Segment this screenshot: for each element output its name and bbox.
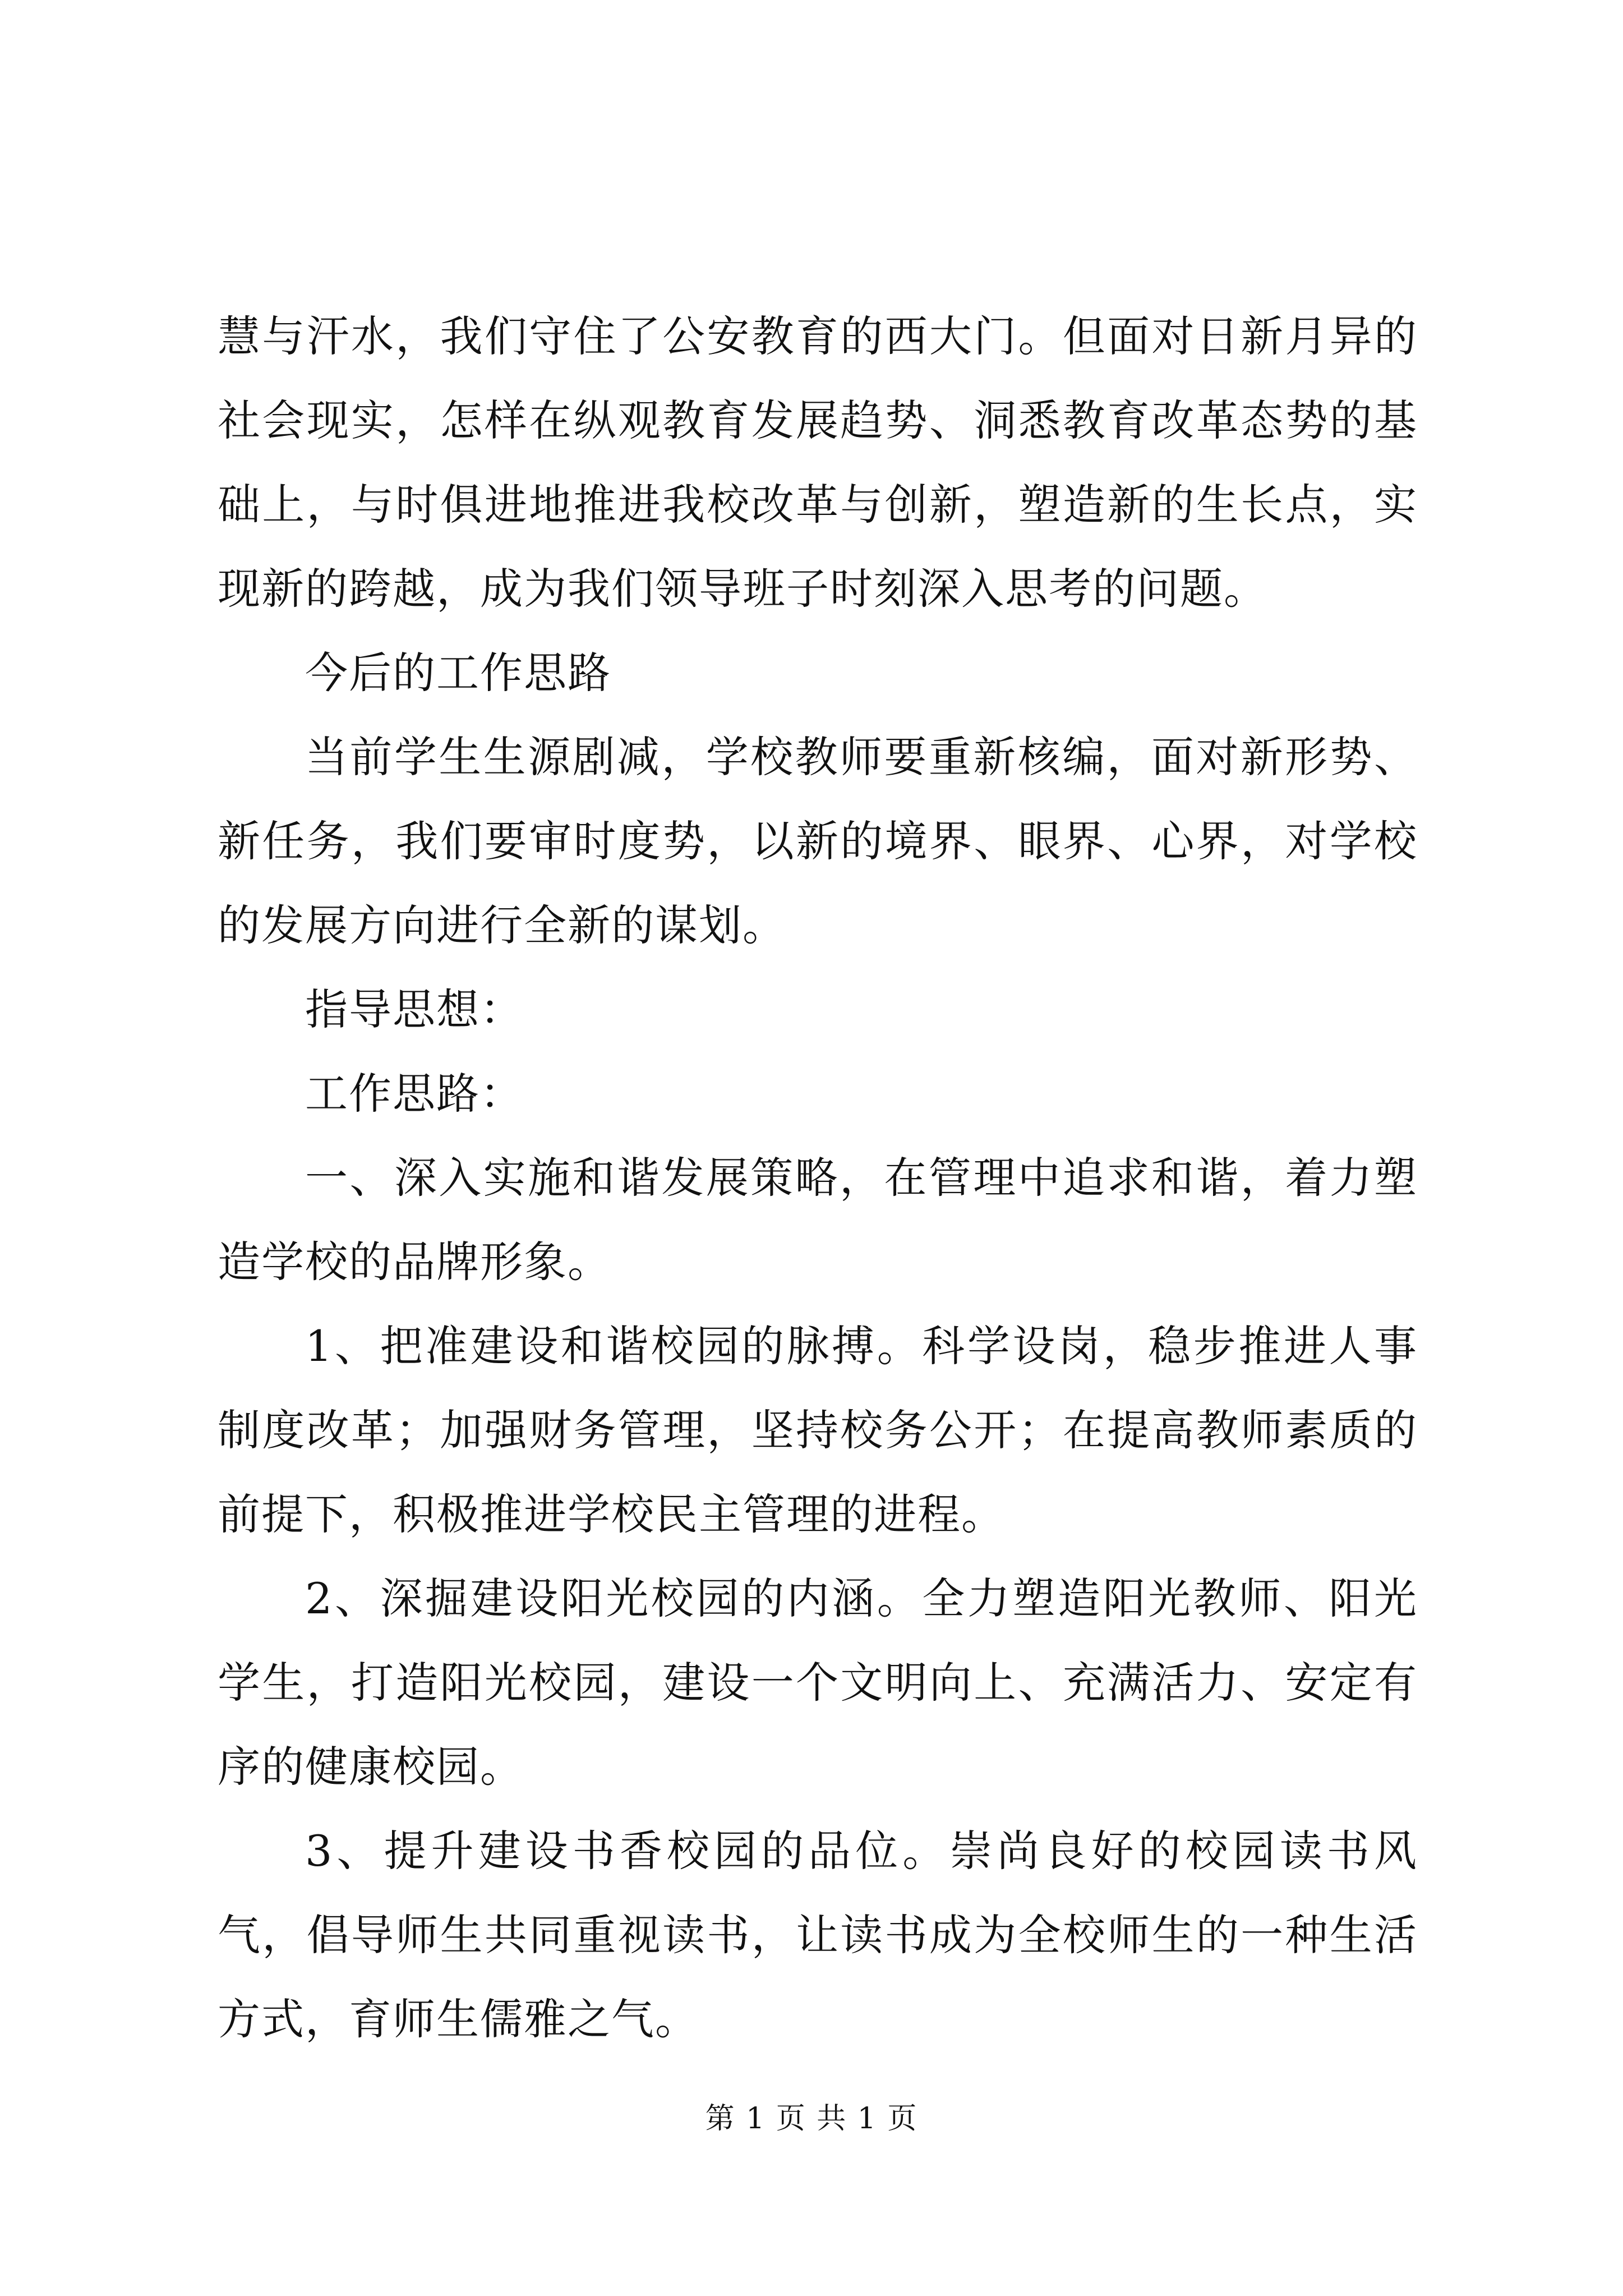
page-number-footer: 第 1 页 共 1 页: [705, 2102, 918, 2136]
paragraph-continuation: 慧与汗水，我们守住了公安教育的西大门。但面对日新月异的社会现实，怎样在纵观教育发展趋势、洞悉教育改革态势的基础上，与时俱进地推进我校改革与创新，塑造新的生长点，实现新的跨越，成为我们领导班子时刻深入思考的问题。: [218, 311, 1418, 614]
list-item-heading: 一、深入实施和谐发展策略，在管理中追求和谐，着力塑造学校的品牌形象。: [218, 1153, 1418, 1287]
document-body: [218, 295, 1418, 2062]
section-heading: 今后的工作思路: [305, 648, 611, 698]
list-item: 1、把准建设和谐校园的脉搏。科学设岗，稳步推进人事制度改革；加强财务管理，坚持校务公开；在提高教师素质的前提下，积极推进学校民主管理的进程。: [218, 1321, 1418, 1539]
paragraph: 当前学生生源剧减，学校教师要重新核编，面对新形势、新任务，我们要审时度势，以新的境界、眼界、心界，对学校的发展方向进行全新的谋划。: [218, 732, 1418, 950]
subheading-work-ideas: 工作思路：: [305, 1069, 524, 1119]
subheading-guiding-ideology: 指导思想：: [305, 984, 524, 1034]
list-item: 2、深掘建设阳光校园的内涵。全力塑造阳光教师、阳光学生，打造阳光校园，建设一个文明向上、充满活力、安定有序的健康校园。: [218, 1573, 1418, 1792]
list-item: 3、提升建设书香校园的品位。崇尚良好的校园读书风气，倡导师生共同重视读书，让读书成为全校师生的一种生活方式，育师生儒雅之气。: [218, 1826, 1418, 2044]
